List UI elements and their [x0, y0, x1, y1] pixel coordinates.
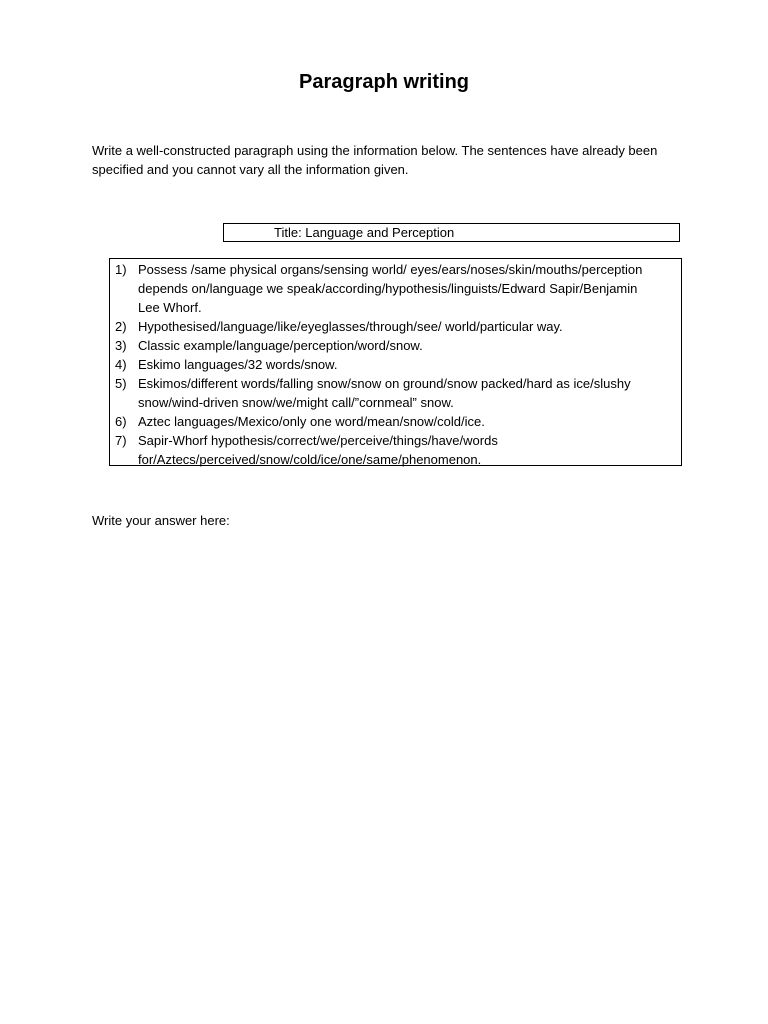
- prompt-item-5: [110, 374, 661, 412]
- prompt-list: [110, 260, 661, 469]
- instructions-text: Write a well-constructed paragraph using the information below. The sentences have already been specified and you cannot vary all the information given.: [92, 143, 658, 177]
- prompt-item-2: [110, 317, 661, 336]
- prompt-number: 1): [115, 262, 127, 277]
- prompt-text: Classic example/language/perception/word/snow.: [138, 338, 423, 353]
- prompt-text: Possess /same physical organs/sensing world/ eyes/ears/noses/skin/mouths/perception depends on/language we speak/according/hypothesis/linguists/Edward Sapir/Benjamin Lee Whorf.: [138, 262, 643, 315]
- prompt-text: Sapir-Whorf hypothesis/correct/we/perceive/things/have/words for/Aztecs/perceived/snow/cold/ice/one/same/phenomenon.: [138, 433, 498, 467]
- prompt-text: Eskimo languages/32 words/snow.: [138, 357, 338, 372]
- prompt-text: Eskimos/different words/falling snow/snow on ground/snow packed/hard as ice/slushy snow/wind-driven snow/we/might call/”cornmeal” snow.: [138, 376, 631, 410]
- answer-area[interactable]: [92, 540, 682, 940]
- prompt-item-4: [110, 355, 661, 374]
- prompt-number: 2): [115, 319, 127, 334]
- topic-title-box: [223, 223, 680, 242]
- prompt-number: 6): [115, 414, 127, 429]
- topic-title: Title: Language and Perception: [274, 225, 455, 240]
- prompt-number: 3): [115, 338, 127, 353]
- prompt-text: Hypothesised/language/like/eyeglasses/through/see/ world/particular way.: [138, 319, 563, 334]
- prompt-list-box: [109, 258, 682, 466]
- prompt-text: Aztec languages/Mexico/only one word/mean/snow/cold/ice.: [138, 414, 485, 429]
- prompt-number: 5): [115, 376, 127, 391]
- answer-label: Write your answer here:: [92, 513, 230, 528]
- prompt-item-6: [110, 412, 661, 431]
- page-title: Paragraph writing: [298, 71, 470, 93]
- prompt-item-3: [110, 336, 661, 355]
- prompt-item-1: [110, 260, 661, 317]
- prompt-number: 7): [115, 433, 127, 448]
- prompt-number: 4): [115, 357, 127, 372]
- prompt-item-7: [110, 431, 661, 469]
